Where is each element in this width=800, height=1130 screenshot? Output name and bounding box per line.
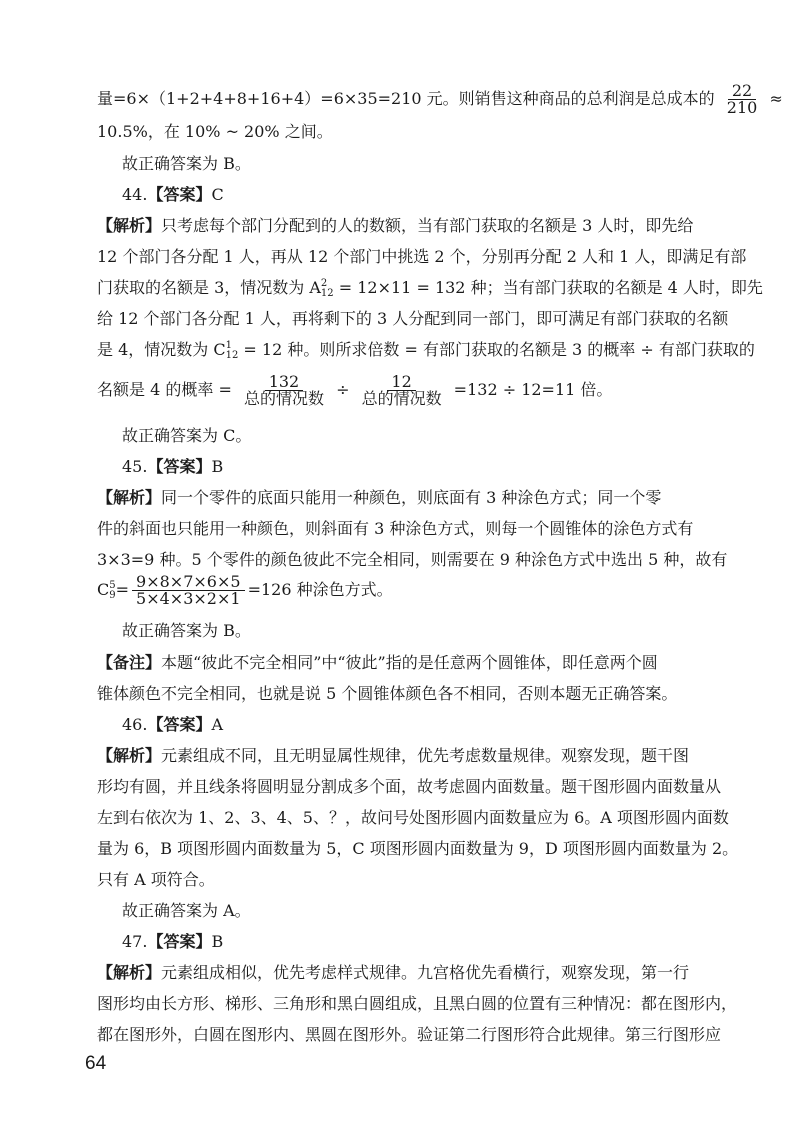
q46-explain-line-5: 只有 A 项符合。 [97,870,215,889]
fraction-numerator: 9×8×7×6×5 [132,574,245,591]
answer-label: 【答案】 [147,715,212,734]
q44-answer-line [122,184,224,206]
q44-conclusion: 故正确答案为 C。 [122,426,252,445]
q47-explain-line-3: 都在图形外，白圆在图形内、黑圆在图形外。验证第二行图形符合此规律。第三行图形应 [97,1025,722,1044]
q44-explain-line-3 [97,277,763,299]
q45-conclusion: 故正确答案为 B。 [122,621,251,640]
fraction-denominator: 总的情况数 [361,389,442,408]
explain-text: 同一个零件的底面只能用一种颜色，则底面有 3 种涂色方式；同一个零 [161,488,662,507]
answer-value: C [211,185,224,204]
q43-line-1 [97,83,783,116]
question-number: 44. [122,185,148,204]
q47-answer-line [122,931,223,953]
q47-explain-line-2: 图形均由长方形、梯形、三角形和黑白圆组成，且黑白圆的位置有三种情况：都在图形内， [97,994,738,1013]
q46-conclusion: 故正确答案为 A。 [122,901,251,920]
q45-explain-line-1 [97,487,661,509]
q44-explain-line-5 [97,339,755,361]
q44-explain-line-6 [97,370,612,410]
explain-text: = 12×11 = 132 种；当有部门获取的名额是 4 人时，即先 [333,278,763,297]
explain-text: 元素组成相似，优先考虑样式规律。九宫格优先看横行，观察发现，第一行 [161,963,690,982]
explain-text: =132 ÷ 12=11 倍。 [453,380,613,399]
question-number: 46. [122,715,148,734]
combination-superscript: 1 [225,339,232,351]
q44-explain-line-2: 12 个部门各分配 1 人，再从 12 个部门中挑选 2 个，分别再分配 2 人和 1 人，即满足有部 [97,247,747,266]
explain-text: =126 种涂色方式。 [247,580,393,599]
q44-explain-line-1 [97,215,693,237]
explain-text: C [97,580,110,599]
explain-text: 是 4，情况数为 C [97,340,226,359]
q46-explain-line-2: 形均有圆，并且线条将圆明显分割成多个面，故考虑圆内面数量。题干图形圆内面数量从 [97,777,722,796]
q45-note-line-1 [97,652,658,674]
q43-line-2: 10.5%，在 10% ~ 20% 之间。 [97,122,333,141]
q45-fraction [132,574,245,607]
answer-value: B [211,932,224,951]
q47-explain-line-1 [97,962,689,984]
answer-value: B [211,457,224,476]
explain-text: 名额是 4 的概率 = [97,380,232,399]
explain-text: 只考虑每个部门分配到的人的数额，当有部门获取的名额是 3 人时，即先给 [161,216,694,235]
fraction-denominator: 210 [726,98,758,117]
fraction-numerator: 132 [265,374,304,391]
q46-answer-line [122,714,223,736]
explain-text: = 12 种。则所求倍数 = 有部门获取的名额是 3 的概率 ÷ 有部门获取的 [238,340,755,359]
q43-fraction [723,83,762,116]
q46-explain-line-4: 量为 6，B 项图形圆内面数量为 5，C 项图形圆内面数量为 9，D 项图形圆内面数量为 2。 [97,839,739,858]
q46-explain-line-3: 左到右依次为 1、2、3、4、5、？，故问号处图形圆内面数量应为 6。A 项图形圆内面数 [97,808,729,827]
q44-fraction-1 [240,374,328,407]
page-number: 64 [85,1053,107,1074]
fraction-denominator: 5×4×3×2×1 [136,589,241,608]
explain-label: 【解析】 [97,488,162,507]
combination-subscript: 12 [225,349,239,361]
q43-conclusion: 故正确答案为 B。 [122,154,251,173]
explain-label: 【解析】 [97,963,162,982]
q46-explain-line-1 [97,745,689,767]
answer-value: A [211,715,224,734]
q45-answer-line [122,456,223,478]
q45-explain-line-4 [97,570,393,610]
approx-sign: ≈ [769,89,783,108]
q44-fraction-2 [358,374,446,407]
explain-label: 【解析】 [97,216,162,235]
permutation-superscript: 2 [320,277,328,289]
division-sign: ÷ [336,380,350,399]
q45-explain-line-2: 件的斜面也只能用一种颜色，则斜面有 3 种涂色方式，则每一个圆锥体的涂色方式有 [97,519,694,538]
answer-label: 【答案】 [147,932,212,951]
permutation-subscript: 12 [320,287,334,299]
q45-explain-line-3: 3×3=9 种。5 个零件的颜色彼此不完全相同，则需要在 9 种涂色方式中选出 5 种，故有 [97,550,728,569]
note-label: 【备注】 [97,653,162,672]
explain-text: 门获取的名额是 3，情况数为 A [97,278,321,297]
explain-text: 元素组成不同，且无明显属性规律，优先考虑数量规律。观察发现，题干图 [161,746,690,765]
q44-explain-line-4: 给 12 个部门各分配 1 人，再将剩下的 3 人分配到同一部门，即可满足有部门获取的名额 [97,309,729,328]
q43-line-1-text: 量=6×（1+2+4+8+16+4）=6×35=210 元。则销售这种商品的总利润是总成本的 [97,89,715,108]
answer-label: 【答案】 [147,457,212,476]
note-text: 本题“彼此不完全相同”中“彼此”指的是任意两个圆锥体，即任意两个圆 [161,653,658,672]
q45-note-line-2: 锥体颜色不完全相同，也就是说 5 个圆锥体颜色各不相同，否则本题无正确答案。 [97,684,678,703]
question-number: 47. [122,932,148,951]
fraction-denominator: 总的情况数 [243,389,324,408]
combination-superscript: 5 [109,579,116,591]
fraction-numerator: 12 [387,374,415,391]
equals-sign: = [115,580,130,599]
question-number: 45. [122,457,148,476]
combination-subscript: 9 [109,589,116,601]
fraction-numerator: 22 [728,83,756,100]
answer-label: 【答案】 [147,185,212,204]
explain-label: 【解析】 [97,746,162,765]
